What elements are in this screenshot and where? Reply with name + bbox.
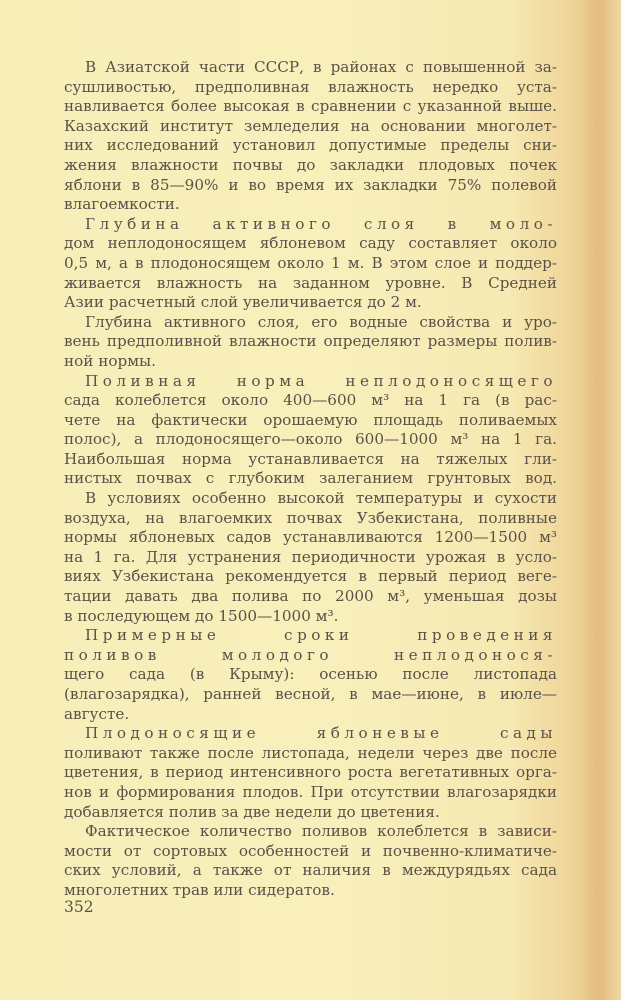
text-line: дом неплодоносящем яблоневом саду составляет около [64,234,557,253]
text-line: в последующем до 1500—1000 м³. [64,606,339,625]
text-line: нистых почвах с глубоким залеганием грунтовых вод. [64,469,557,488]
text-line: чете на фактически орошаемую площадь поливаемых [64,410,557,429]
text-line: навливается более высокая в сравнении с указанной выше. [64,97,557,116]
text-line: Глубина активного слоя, его водные свойства и уро- [85,312,557,331]
text-line: добавляется полив за две недели до цветения. [64,802,440,821]
text-line: Наибольшая норма устанавливается на тяжелых гли- [64,449,557,468]
paragraph [64,724,557,822]
text-line-spaced-term: Глубина активного слоя в моло- [85,214,557,233]
text-line: поливают также после листопада, недели через две после [64,743,557,762]
text-line-spaced-term: поливов молодого неплодонося- [64,645,557,664]
text-line: полос), а плодоносящего—около 600—1000 м³ на 1 га. [64,430,557,449]
text-line: вень предполивной влажности определяют размеры полив- [64,332,557,351]
text-line: нов и формирования плодов. При отсутствии влагозарядки [64,782,557,801]
paragraph [64,489,557,626]
paragraph [64,215,557,313]
text-line: ной нормы. [64,351,156,370]
text-line-spaced-term: Поливная норма неплодоносящего [85,371,557,390]
text-line: ских условий, а также от наличия в междурядьях сада [64,861,557,880]
text-line: многолетних трав или сидератов. [64,880,335,899]
book-page-text [64,58,557,901]
text-line: В условиях особенно высокой температуры и сухости [85,489,557,508]
text-line: цветения, в период интенсивного роста вегетативных орга- [64,763,557,782]
text-line: 0,5 м, а в плодоносящем около 1 м. В этом слое и поддер- [64,253,557,272]
text-line-spaced-term: Плодоносящие яблоневые сады [85,724,557,743]
text-line: жения влажности почвы до закладки плодовых почек [64,155,557,174]
text-line: тации давать два полива по 2000 м³, уменьшая дозы [64,587,557,606]
text-line: мости от сортовых особенностей и почвенно-климатиче- [64,841,557,860]
text-line: них исследований установил допустимые пределы сни- [64,136,557,155]
text-line: (влагозарядка), ранней весной, в мае—июне, в июле— [64,685,557,703]
text-line: августе. [64,704,130,723]
text-line: на 1 га. Для устранения периодичности урожая в усло- [64,547,557,566]
text-line: виях Узбекистана рекомендуется в первый период веге- [64,567,557,586]
text-line: Азии расчетный слой увеличивается до 2 м. [64,293,422,312]
text-line: сушливостью, предполивная влажность нередко уста- [64,77,557,96]
paragraph [64,313,557,372]
text-line: воздуха, на влагоемких почвах Узбекистана, поливные [64,508,557,527]
text-line: живается влажность на заданном уровне. В Средней [64,273,557,292]
text-line: щего сада (в Крыму): осенью после листопада [64,665,557,684]
text-line-spaced-term: Примерные сроки проведения [85,626,557,645]
paragraph [64,626,557,724]
page-edge-shadow [581,0,621,1000]
text-line: Фактическое количество поливов колеблется в зависи- [85,822,557,841]
text-line: сада колеблется около 400—600 м³ на 1 га (в рас- [64,391,557,410]
text-line: нормы яблоневых садов устанавливаются 1200—1500 м³ [64,528,557,547]
text-line: яблони в 85—90% и во время их закладки 75% полевой [64,175,557,194]
page-number: 352 [64,898,94,916]
paragraph [64,58,557,215]
paragraph [64,372,557,490]
text-line: В Азиатской части СССР, в районах с повышенной за- [85,58,557,76]
text-line: Казахский институт земледелия на основании многолет- [64,116,557,135]
text-line: влагоемкости. [64,195,180,214]
paragraph [64,822,557,900]
